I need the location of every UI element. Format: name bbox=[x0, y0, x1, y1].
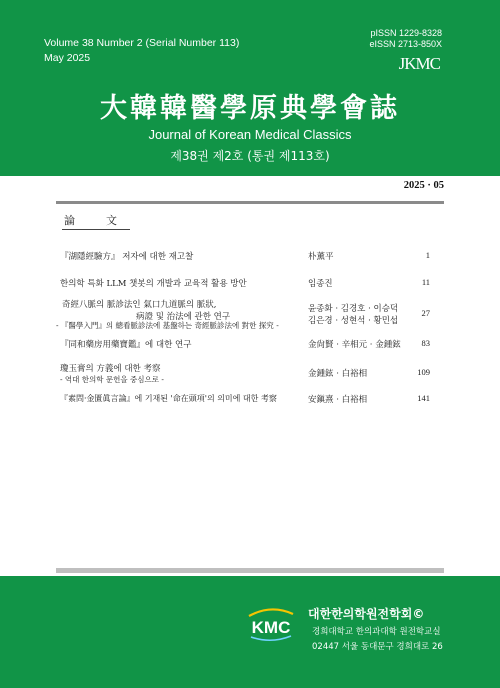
toc-title-line[interactable]: 病證 및 治法에 관한 연구 bbox=[136, 312, 231, 322]
divider-bottom bbox=[56, 568, 444, 573]
issn-block bbox=[369, 28, 442, 50]
eissn: eISSN 2713-850X bbox=[369, 39, 442, 49]
toc-page: 27 bbox=[421, 308, 430, 318]
toc-authors: 金尙賢 · 辛相元 · 金鍾鉉 bbox=[308, 340, 401, 350]
toc-authors-line: 김은경 · 성현석 · 황민섭 bbox=[308, 316, 399, 326]
toc-authors: 安鎭熹 · 白裕相 bbox=[308, 395, 368, 405]
toc-title[interactable]: 『湖隱經驗方』 저자에 대한 재고찰 bbox=[60, 252, 194, 262]
issue-date: 2025 · 05 bbox=[403, 180, 444, 191]
toc-authors: 金鍾鉉 · 白裕相 bbox=[308, 369, 368, 379]
toc-page: 141 bbox=[417, 393, 430, 403]
logo-text: KMC bbox=[251, 618, 291, 637]
section-label: 論 文 bbox=[64, 214, 127, 227]
toc-title[interactable]: 한의학 특화 LLM 챗봇의 개발과 교육적 활용 방안 bbox=[60, 279, 247, 289]
toc-authors-line: 윤종화 · 김경호 · 이승덕 bbox=[308, 304, 399, 314]
toc-authors: 임종진 bbox=[308, 279, 333, 289]
toc-subtitle: - 『醫學入門』의 總看脈診法에 基盤하는 奇經脈診法에 對한 探究 - bbox=[56, 321, 279, 330]
journal-abbr-logo: JKMC bbox=[398, 54, 440, 73]
toc-page: 83 bbox=[421, 338, 430, 348]
volume-line: Volume 38 Number 2 (Serial Number 113) bbox=[44, 37, 240, 49]
toc-page: 11 bbox=[421, 277, 430, 287]
title-english: Journal of Korean Medical Classics bbox=[148, 127, 352, 142]
toc-title-line[interactable]: 奇經八脈의 脈診法인 氣口九道脈의 脈狀, bbox=[62, 300, 217, 310]
toc-page: 109 bbox=[417, 367, 430, 377]
toc-title[interactable]: 『素問·金匱眞言論』에 기재된 '命在頭項'의 의미에 대한 考察 bbox=[60, 394, 277, 403]
divider-top bbox=[56, 201, 444, 204]
toc-authors: 朴薰平 bbox=[308, 252, 334, 262]
title-korean: 大韓韓醫學原典學會誌 bbox=[100, 93, 400, 124]
kmc-logo-icon bbox=[245, 606, 297, 642]
month-year: May 2025 bbox=[44, 52, 91, 64]
toc-subtitle: - 역대 한의학 문헌을 중심으로 - bbox=[60, 375, 164, 384]
publisher-name: 대한한의학원전학회© bbox=[308, 607, 425, 621]
cover-header bbox=[0, 0, 500, 176]
address-line-2: 02447 서울 동대문구 경희대로 26 bbox=[312, 642, 443, 652]
volume-korean: 제38권 제2호 (통권 제113호) bbox=[170, 149, 330, 163]
pissn: pISSN 1229-8328 bbox=[370, 28, 442, 38]
toc-title-line[interactable]: 瓊玉膏의 方義에 대한 考察 bbox=[60, 364, 161, 374]
toc-title[interactable]: 『同和藥房用藥寶鑑』에 대한 연구 bbox=[60, 340, 192, 350]
address-line-1: 경희대학교 한의과대학 원전학교실 bbox=[312, 627, 441, 637]
section-underline bbox=[62, 229, 130, 230]
toc-page: 1 bbox=[425, 250, 430, 260]
